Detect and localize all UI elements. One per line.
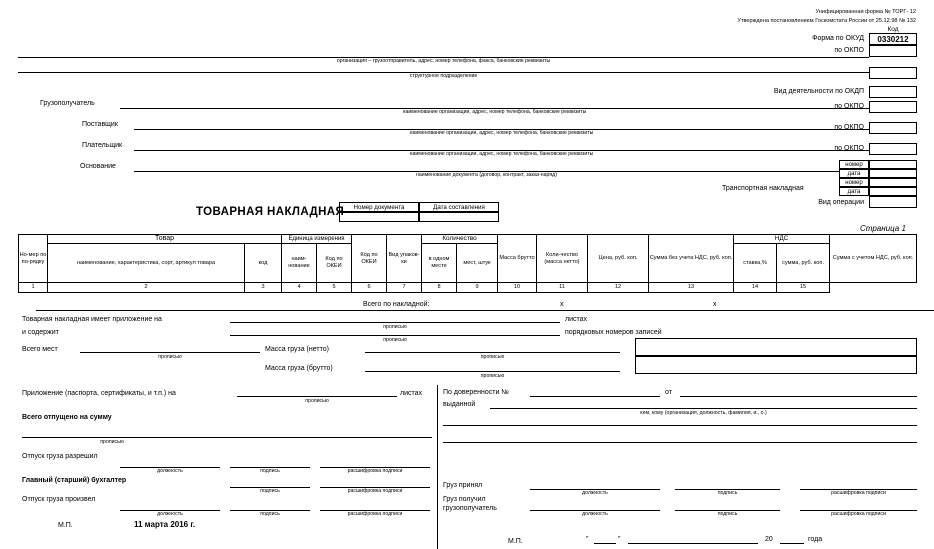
- mass-net-box[interactable]: [635, 338, 917, 356]
- waybill-date-label: дата: [847, 189, 861, 195]
- release-done-position-caption: должность: [157, 511, 183, 517]
- release-allowed-label: Отпуск груза разрешил: [22, 453, 98, 460]
- waybill-date-box[interactable]: [869, 187, 917, 196]
- col-num-13: 13: [649, 283, 734, 293]
- th-vat: НДС: [734, 235, 830, 244]
- th-goods: Товар: [48, 235, 282, 244]
- col-num-11: 11: [537, 283, 588, 293]
- th-code: код: [245, 244, 282, 283]
- col-num-15: 15: [777, 283, 830, 293]
- payer-label: Плательщик: [82, 142, 123, 149]
- th-price: Цена, руб. коп.: [588, 235, 649, 283]
- appendix-line-1: [230, 322, 560, 323]
- appendix-label-1: Товарная накладная имеет приложение на: [22, 316, 162, 323]
- form-line-1: Унифицированная форма № ТОРГ- 12: [815, 9, 916, 15]
- release-allowed-decode-caption: расшифровка подписи: [347, 468, 403, 474]
- okdp-box: [869, 86, 917, 98]
- po-okpo-label-4: по ОКПО: [834, 145, 864, 152]
- cargo-accepted-position-caption: должность: [582, 490, 608, 496]
- basis-label: Основание: [80, 163, 116, 170]
- col-num-3: 3: [245, 283, 282, 293]
- basis-date-cell: [839, 169, 869, 178]
- appendix-line-2: [230, 335, 560, 336]
- totals-x-1: х: [560, 301, 564, 308]
- basis-number-cell: [839, 160, 869, 169]
- proxy-no-line: [530, 396, 660, 397]
- th-qty-net: Коли-чество (масса нетто): [537, 235, 588, 283]
- release-allowed-position-caption: должность: [157, 468, 183, 474]
- mass-net-label: Масса груза (нетто): [265, 346, 329, 353]
- kod-label: Код: [887, 26, 899, 33]
- release-allowed-sign-caption: подпись: [260, 468, 280, 474]
- total-places-label: Всего мест: [22, 346, 58, 353]
- cargo-received-consignee-label: грузополучатель: [443, 505, 497, 512]
- date-year-line: [780, 543, 804, 544]
- cargo-accepted-decode-caption: расшифровка подписи: [831, 490, 886, 496]
- waybill-number-cell: [839, 178, 869, 187]
- th-vat-rate: ставка,%: [734, 244, 777, 283]
- cargo-received-position-caption: должность: [582, 511, 608, 517]
- issued-extra-line-2: [443, 442, 917, 443]
- issued-by-line: [490, 408, 917, 409]
- basis-caption: наименование документа (договор, контракт, заказ-наряд): [416, 172, 557, 178]
- mp-left: М.П.: [58, 522, 73, 529]
- appendix-docs-line: [237, 396, 397, 397]
- waybill-number-box[interactable]: [869, 178, 917, 187]
- date-quote-1: ": [586, 536, 589, 543]
- th-row-no: Но-мер по по-рядку: [19, 235, 48, 283]
- date-day-line: [594, 543, 616, 544]
- proxy-date-line: [680, 396, 917, 397]
- th-goods-name: наименование, характеристика, сорт, артикул товара: [48, 244, 245, 283]
- date-year-prefix: 20: [765, 536, 773, 543]
- supplier-label: Поставщик: [82, 121, 118, 128]
- total-sum-line: [22, 437, 432, 438]
- waybill-number-label: номер: [845, 180, 863, 186]
- supplier-caption: наименование организации, адрес, номер телефона, банковские реквизиты: [409, 130, 594, 136]
- basis-number-box[interactable]: [869, 160, 917, 169]
- col-num-12: 12: [588, 283, 649, 293]
- basis-number-label: номер: [845, 162, 863, 168]
- doc-date-value[interactable]: [419, 212, 499, 222]
- col-num-6: 6: [352, 283, 387, 293]
- issued-by-caption: кем, кому (организация, должность, фамилия, и., о.): [640, 410, 767, 416]
- waybill-date-cell: [839, 187, 869, 196]
- page-label: Страница 1: [860, 224, 906, 233]
- th-sum-with-vat: Сумма с учетом НДС, руб. коп.: [830, 235, 917, 283]
- okud-value: 0330212: [877, 35, 909, 44]
- th-vat-sum: сумма, руб. коп.: [777, 244, 830, 283]
- date-quote-2: ": [618, 536, 621, 543]
- goods-table: [18, 234, 917, 293]
- total-places-caption: прописью: [158, 354, 182, 360]
- table-col-numbers-row: [19, 283, 917, 293]
- mass-gross-box[interactable]: [635, 356, 917, 374]
- basis-date-box[interactable]: [869, 169, 917, 178]
- okud-value-box: [869, 33, 917, 45]
- mass-net-caption: прописью: [480, 354, 505, 360]
- release-done-decode-caption: расшифровка подписи: [347, 511, 403, 517]
- footer-divider: [437, 385, 438, 549]
- total-sum-caption: прописью: [100, 439, 124, 445]
- col-num-7: 7: [387, 283, 422, 293]
- appendix-docs-caption: прописью: [305, 398, 329, 404]
- col-num-5: 5: [317, 283, 352, 293]
- release-done-sign-caption: подпись: [260, 511, 280, 517]
- th-sum-no-vat: Сумма без учета НДС, руб. коп.: [649, 235, 734, 283]
- th-unit-okei: Код по ОКЕИ: [352, 235, 387, 283]
- subdivision-caption: структурное подразделение: [409, 73, 478, 79]
- appendix-caption-2: прописью: [383, 337, 407, 343]
- totals-x-2: х: [713, 301, 717, 308]
- cargo-received-sign-caption: подпись: [717, 511, 738, 517]
- doc-number-value[interactable]: [339, 212, 419, 222]
- doc-number-header: [339, 202, 419, 212]
- th-qty-one-place: в одном месте: [422, 244, 457, 283]
- consignee-label: Грузополучатель: [40, 100, 95, 107]
- date-year-word: года: [808, 536, 823, 543]
- po-okpo-label-3: по ОКПО: [834, 124, 864, 131]
- doc-number-label: Номер документа: [353, 204, 405, 211]
- date-month-line: [628, 543, 758, 544]
- operation-label: Вид операции: [818, 199, 864, 206]
- th-unit: Единица измерения: [282, 235, 352, 244]
- total-sum-label: Всего отпущено на сумму: [22, 414, 112, 421]
- col-num-4: 4: [282, 283, 317, 293]
- okpo-box-4: [869, 122, 917, 134]
- proxy-no-label: По доверенности №: [443, 389, 509, 396]
- totals-row: [18, 300, 917, 311]
- th-pack-type: Вид упаков-ки: [387, 235, 422, 283]
- issued-by-label: выданной: [443, 401, 476, 408]
- consignee-caption: наименование организации, адрес, номер телефона, банковские реквизиты: [402, 109, 587, 115]
- form-line-2: Утверждена постановлением Госкомстата России от 25.12.98 № 132: [737, 17, 916, 24]
- doc-date-header: [419, 202, 499, 212]
- total-places-line: [80, 352, 260, 353]
- issued-extra-line-1: [443, 425, 917, 426]
- sheets-label-2: листах: [400, 390, 423, 397]
- mass-gross-caption: прописью: [480, 373, 505, 379]
- operation-box[interactable]: [869, 196, 917, 208]
- records-label: порядковых номеров записей: [565, 329, 662, 336]
- doc-date-label: Дата составления: [433, 204, 485, 211]
- accountant-decode-caption: расшифровка подписи: [347, 488, 403, 494]
- th-unit-okei-2: Код по ОКЕИ: [317, 244, 352, 283]
- mass-gross-label: Масса груза (брутто): [265, 365, 333, 372]
- cargo-received-label: Груз получил: [443, 496, 486, 503]
- appendix-label-2: и содержит: [22, 329, 59, 336]
- activity-label: Вид деятельности по ОКДП: [773, 88, 864, 95]
- col-num-8: 8: [422, 283, 457, 293]
- chief-accountant-label: Главный (старший) бухгалтер: [22, 477, 127, 484]
- appendix-caption-1: прописью: [383, 324, 407, 330]
- org-caption: организация – грузоотправитель, адрес, номер телефона, факса, банковские реквизиты: [336, 58, 551, 64]
- th-unit-name: наим-нование: [282, 244, 317, 283]
- col-num-10: 10: [498, 283, 537, 293]
- col-num-1: 1: [19, 283, 48, 293]
- mp-right: М.П.: [508, 538, 523, 545]
- sheets-label-1: листах: [565, 316, 588, 323]
- col-num-14: 14: [734, 283, 777, 293]
- document-title: ТОВАРНАЯ НАКЛАДНАЯ: [196, 206, 345, 218]
- release-done-label: Отпуск груза произвел: [22, 496, 96, 503]
- table-header-row-1: [19, 235, 917, 244]
- form-meta: [737, 8, 916, 25]
- cargo-accepted-sign-caption: подпись: [717, 490, 738, 496]
- po-okpo-label-2: по ОКПО: [834, 103, 864, 110]
- totals-label: Всего по накладной:: [363, 301, 430, 308]
- document-date: 11 марта 2016 г.: [134, 520, 196, 529]
- okpo-box-5: [869, 143, 917, 155]
- okud-label: Форма по ОКУД: [812, 35, 864, 42]
- cargo-received-decode-caption: расшифровка подписи: [831, 511, 886, 517]
- okpo-box-2: [869, 67, 917, 79]
- mass-gross-line: [365, 371, 620, 372]
- basis-date-label: дата: [847, 171, 861, 177]
- th-qty: Количество: [422, 235, 498, 244]
- waybill-label: Транспортная накладная: [722, 185, 804, 192]
- accountant-sign-caption: подпись: [260, 488, 280, 494]
- th-mass-gross: Масса брутто: [498, 235, 537, 283]
- col-num-2: 2: [48, 283, 245, 293]
- okpo-box-1: [869, 45, 917, 57]
- proxy-from-label: от: [665, 389, 672, 396]
- cargo-accepted-label: Груз принял: [443, 482, 483, 489]
- col-num-9: 9: [457, 283, 498, 293]
- payer-caption: наименование организации, адрес, номер телефона, банковские реквизиты: [409, 151, 594, 157]
- po-okpo-label-1: по ОКПО: [834, 47, 864, 54]
- table-header-row-2: [19, 244, 917, 283]
- mass-net-line: [365, 352, 620, 353]
- th-qty-places: мест, штук: [457, 244, 498, 283]
- appendix-docs-label: Приложение (паспорта, сертификаты, и т.п.) на: [22, 390, 176, 397]
- okpo-box-3: [869, 101, 917, 113]
